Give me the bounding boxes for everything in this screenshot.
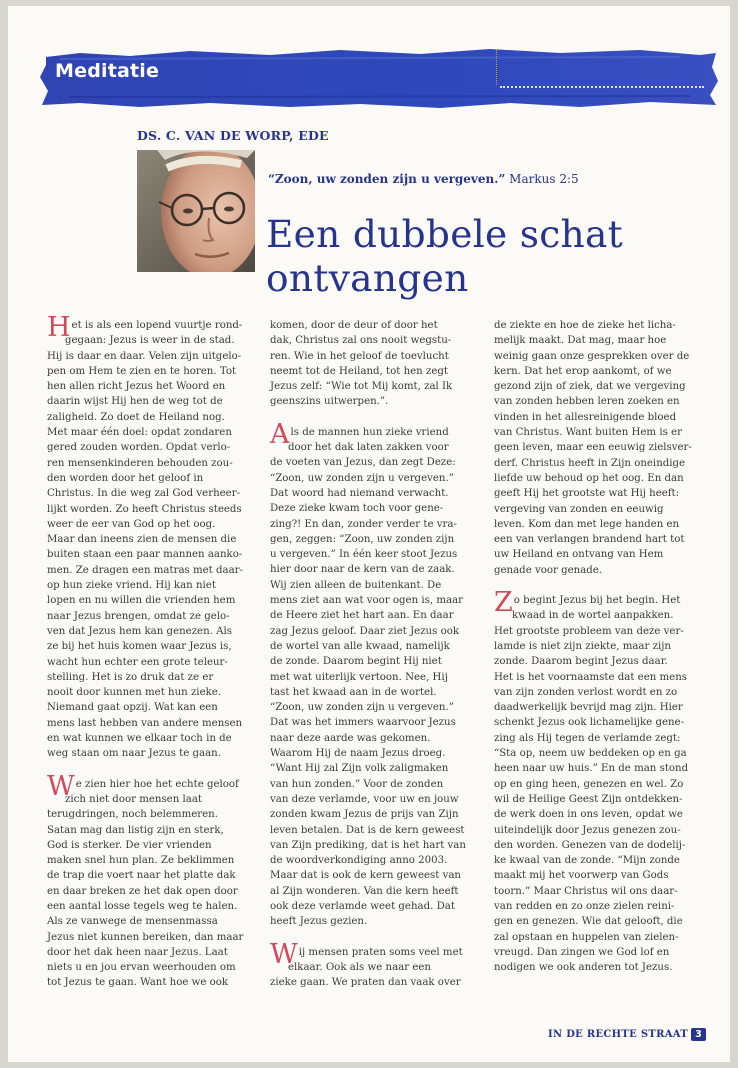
text-line: maakt mij het voorwerp van Gods [494,870,669,882]
text-line: de wortel van alle kwaad, namelijk [270,640,450,652]
text-line: Satan mag dan listig zijn en sterk, [47,824,224,836]
text-line: stelling. Het is zo druk dat ze er [47,671,214,683]
text-line: Als ze vanwege de mensenmassa [47,916,218,928]
paragraph-second-line: gegaan: Jezus is weer in de stad. [65,335,235,347]
text-line: zonden kwam Jezus de prijs van Zijn [270,809,459,821]
author-byline: DS. C. VAN DE WORP, EDE [137,128,329,143]
text-line: genade voor genade. [494,564,603,576]
text-line: daarin wijst Hij hen de weg tot de [47,396,223,408]
text-line: zal opstaan en huppelen van zielen- [494,931,679,943]
text-line: Christus. In die weg zal God verheer- [47,488,241,500]
drop-initial: H [47,312,71,343]
text-line: u vergeven.” In één keer stoot Jezus [270,549,458,561]
text-line: pen om Hem te zien en te horen. Tot [47,365,237,377]
paragraph-body [270,975,475,990]
paragraph-body [270,318,475,410]
text-line: heeft Jezus gezien. [270,916,368,928]
paragraph-first-line: We zien hier hoe het echte geloof [47,770,239,802]
text-line: de ziekte en hoe de zieke het licha- [494,320,676,331]
portrait-image [137,150,255,272]
text-line: en daar breken ze het dak open door [47,885,238,897]
author-photo [137,150,255,272]
headline-line-2: ontvangen [266,256,469,300]
text-line: Jezus zelf: “Wie tot Mij komt, zal Ik [270,381,453,393]
paragraph-body [270,455,475,929]
text-line: hier door naar de kern van de zaak. [270,564,455,576]
text-line: Niemand gaat opzij. Wat kan een [47,702,218,714]
text-line: de trap die voert naar het platte dak [47,870,236,882]
paragraph-body [494,624,699,976]
text-line: uw Heiland en ontvang van Hem [494,549,664,561]
text-line: Met maar één doel: opdat zondaren [47,427,232,439]
banner-dotted-rule [500,86,704,88]
text-line: Hij is daar en daar. Velen zijn uitgelo- [47,350,242,362]
page-footer [548,1028,706,1041]
headline-line-1: Een dubbele schat [266,212,624,256]
text-column-2 [270,318,475,990]
article-headline [266,212,623,300]
text-line: toorn.” Maar Christus wil ons daar- [494,885,678,897]
text-line: gen, zeggen: “Zoon, uw zonden zijn [270,533,455,545]
scripture-quote [268,172,579,186]
text-line: tot Jezus te gaan. Want hoe we ook [47,977,229,989]
text-line: nooit door kunnen met hun zieke. [47,687,222,699]
text-line: van Zijn prediking, dat is het hart van [270,839,466,851]
text-line: mens ziet aan wat voor ogen is, maar [270,595,464,607]
text-line: al Zijn wonderen. Van die kern heeft [270,885,459,897]
text-line: leven betalen. Dat is de kern geweest [270,824,465,836]
text-line: niets u en jou ervan weerhouden om [47,962,236,974]
text-line: de Heere ziet het hart aan. En daar [270,610,454,622]
text-line: Dat woord had niemand verwacht. [270,487,449,499]
text-line: den worden. Genezen van de dodelij- [494,839,686,851]
paragraph-second-line: kwaad in de wortel aanpakken. [512,610,674,622]
text-line: liefde uw behoud op het oog. En dan [494,472,684,484]
text-column-1 [47,312,252,991]
text-line: weer de eer van God op het oog. [47,518,216,530]
text-line: gered zouden worden. Opdat verlo- [47,442,231,454]
text-line: Waarom Hij de naam Jezus droeg. [270,748,446,760]
text-line: door het dak heen naar Jezus. Laat [47,946,228,958]
text-line: kern. Dat het erop aankomt, of we [494,365,672,377]
text-line: lijkt worden. Zo heeft Christus steeds [47,503,242,515]
text-line: zonde. Daarom begint Jezus daar. [494,656,668,668]
section-title: Meditatie [55,60,160,82]
text-line: Dat was het immers waarvoor Jezus [270,717,456,729]
text-line: geenszins uitwerpen.”. [270,396,389,408]
text-line: met wat uiterlijk vertoon. Nee, Hij [270,671,448,683]
text-line: Het is het voornaamste dat een mens [494,671,688,683]
page-number: 3 [691,1028,706,1041]
text-line: melijk maakt. Dat mag, maar hoe [494,335,667,347]
paragraph-first-line: Het is als een lopend vuurtje rond- [47,312,243,343]
text-line: vreugd. Dan zingen we God lof en [494,946,670,958]
text-line: geen leven, maar een eeuwig zielsver- [494,442,692,454]
text-line: ven dat Jezus hem kan genezen. Als [47,625,232,637]
text-line: de zonde. Daarom begint Hij niet [270,656,442,668]
text-line: “Zoon, uw zonden zijn u vergeven.” [270,702,454,714]
text-line: Wij zien alleen de buitenkant. De [270,579,442,591]
text-line: Maar dat is ook de kern geweest van [270,870,461,882]
text-line: daadwerkelijk bevrijd mag zijn. Hier [494,702,683,714]
text-line: tast het kwaad aan in de wortel. [270,686,437,698]
paragraph-first-line: Als de mannen hun zieke vriend [270,418,449,450]
text-line: mens last hebben van andere mensen [47,717,243,729]
text-line: een aantal losse tegels weg te halen. [47,900,238,912]
drop-initial: A [270,418,290,450]
text-line: weg staan om naar Jezus te gaan. [47,748,221,760]
text-line: neemt tot de Heiland, tot hen zegt [270,365,448,377]
paragraph-second-line: elkaar. Ook als we naar een [288,961,431,973]
text-column-3 [494,318,699,975]
text-line: vergeving van zonden en eeuwig [494,503,664,515]
text-line: uiteindelijk door Jezus genezen zou- [494,824,681,836]
paragraph-first-line: Zo begint Jezus bij het begin. Het [494,587,681,619]
text-line: van redden en zo onze zielen reini- [494,900,675,912]
paragraph-body [47,807,252,991]
text-line: zing?! En dan, zonder verder te vra- [270,518,457,530]
magazine-name: IN DE RECHTE STRAAT [548,1029,689,1040]
banner-divider [496,49,497,85]
text-line: gezond zijn of ziek, dat we vergeving [494,381,686,393]
text-line: terugdringen, noch belemmeren. [47,809,218,821]
quote-text: “Zoon, uw zonden zijn u vergeven.” [268,172,506,186]
drop-initial: Z [494,587,513,619]
text-line: ren. Wie in het geloof de toevlucht [270,350,449,362]
text-line: hen allen richt Jezus het Woord en [47,381,226,393]
text-line: ke kwaal van de zonde. “Mijn zonde [494,855,680,867]
text-line: Jezus niet kunnen bereiken, dan maar [47,931,244,943]
text-line: heen naar uw huis.” En de man stond [494,763,689,775]
text-line: zing als Hij tegen de verlamde zegt: [494,732,681,744]
text-line: ren mensenkinderen behouden zou- [47,457,233,469]
text-line: Maar dan ineens zien de mensen die [47,534,237,546]
text-line: een van verlangen brandend hart tot [494,534,685,546]
text-line: de werk doen in ons leven, opdat we [494,809,683,821]
text-line: lamde is niet zijn ziekte, maar zijn [494,640,671,652]
text-line: zieke gaan. We praten dan vaak over [270,977,461,989]
text-line: “Zoon, uw zonden zijn u vergeven.” [270,472,454,484]
text-line: naar Jezus brengen, omdat ze gelo- [47,610,230,622]
text-line: geeft Hij het grootste wat Hij heeft: [494,488,680,500]
text-line: en wat kunnen we elkaar toch in de [47,733,232,745]
paragraph-body [47,349,252,762]
text-line: van hun zonden.” Voor de zonden [270,778,444,790]
text-line: derf. Christus heeft in Zijn oneindige [494,457,686,469]
text-line: dak, Christus zal ons nooit wegstu- [270,335,452,347]
text-line: naar deze aarde was gekomen. [270,732,431,744]
text-line: lopen en nu willen die vrienden hem [47,595,236,607]
text-line: ook deze verlamde weet gehad. Dat [270,900,455,912]
text-line: maken snel hun plan. Ze beklimmen [47,855,235,867]
text-line: van deze verlamde, voor uw en jouw [270,793,459,805]
text-line: men. Ze dragen een matras met daar- [47,564,243,576]
text-line: Deze zieke kwam toch voor gene- [270,503,444,515]
text-line: op hun zieke vriend. Hij kan niet [47,580,216,592]
text-line: zaligheid. Zo doet de Heiland nog. [47,411,225,423]
text-line: op en ging heen, genezen en wel. Zo [494,778,684,790]
text-line: van Christus. Want buiten Hem is er [494,427,682,439]
text-line: zag Jezus geloof. Daar ziet Jezus ook [270,625,460,637]
text-line: van zonden hebben leren zoeken en [494,396,680,408]
text-line: vinden in het allesreinigende bloed [494,411,677,423]
text-line: God is sterker. De vier vrienden [47,839,212,851]
text-line: “Sta op, neem uw beddeken op en ga [494,748,687,760]
paragraph-second-line: door het dak laten zakken voor [288,442,449,454]
text-line: de voeten van Jezus, dan zegt Deze: [270,457,456,469]
paragraph-first-line: Wij mensen praten soms veel met [270,938,463,970]
text-line: Het grootste probleem van deze ver- [494,625,684,637]
paragraph-body [494,318,699,578]
text-line: buiten staan een paar mannen aanko- [47,549,243,561]
text-line: komen, door de deur of door het [270,320,438,331]
drop-initial: W [47,770,75,802]
text-line: “Want Hij zal Zijn volk zaligmaken [270,763,449,775]
text-line: wacht hun echter een grote teleur- [47,656,228,668]
quote-reference: Markus 2:5 [509,172,579,186]
text-line: nodigen we ook anderen tot Jezus. [494,962,673,974]
text-line: de woordverkondiging anno 2003. [270,855,448,867]
text-line: schenkt Jezus ook lichamelijke gene- [494,717,685,729]
paragraph-second-line: zich niet door mensen laat [65,793,203,805]
text-line: weinig gaan onze gesprekken over de [494,350,690,362]
text-line: ze bij het huis komen waar Jezus is, [47,641,232,653]
text-line: wil de Heilige Geest Zijn ontdekken- [494,793,683,805]
text-line: leven. Kom dan met lege handen en [494,518,680,530]
text-line: den worden door het geloof in [47,472,204,484]
text-line: van zijn zonden verlost wordt en zo [494,686,678,698]
text-line: gen en genezen. Wie dat gelooft, die [494,916,683,928]
drop-initial: W [270,938,298,970]
